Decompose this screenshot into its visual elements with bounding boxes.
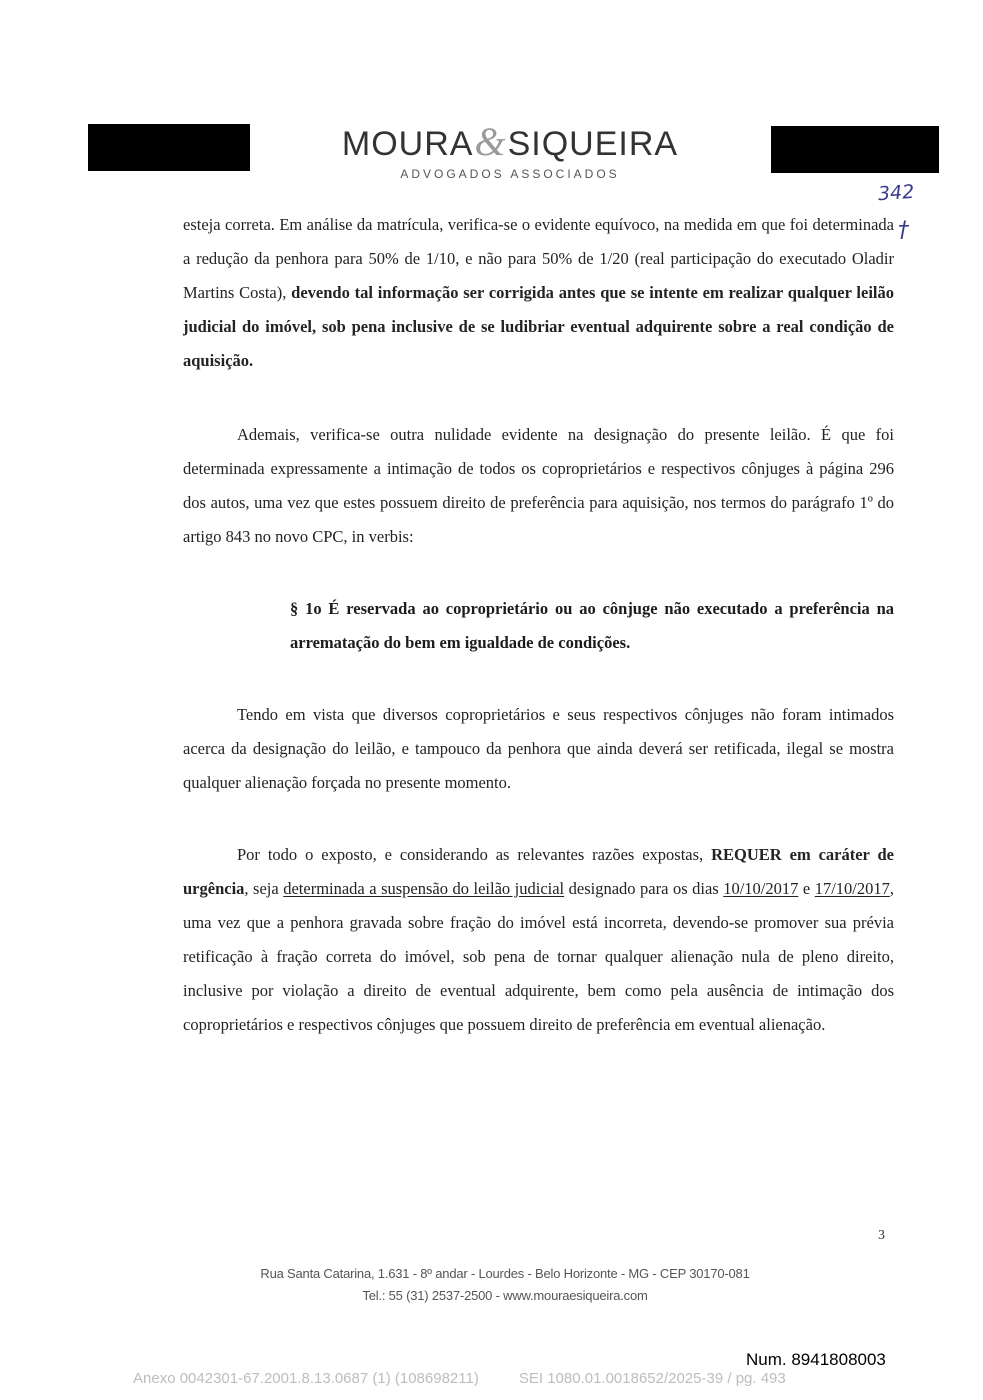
logo-brand-left: MOURA <box>341 125 474 163</box>
paragraph-2-text: Ademais, verifica-se outra nulidade evidente na designação do presente leilão. É que foi determinada expressamente a intimação de todos os coproprietários e respectivos cônjuges à página 296 dos autos, uma vez que estes possuem direito de preferência para aquisição, nos termos do parágrafo 1º do artigo 843 no novo CPC, in verbis: <box>183 425 894 546</box>
annex-left: Anexo 0042301-67.2001.8.13.0687 (1) (108698211) <box>133 1370 479 1387</box>
letterhead-logo <box>320 118 700 181</box>
legal-quote-text: § 1o É reservada ao coproprietário ou ao cônjuge não executado a preferência na arrematação do bem em igualdade de condições. <box>290 599 894 652</box>
redaction-left <box>88 124 250 171</box>
annex-right: SEI 1080.01.0018652/2025-39 / pg. 493 <box>518 1370 786 1387</box>
logo-brand <box>320 118 700 165</box>
document-number: Num. 8941808003 <box>746 1350 886 1369</box>
auction-date-1: 10/10/2017 <box>723 879 799 898</box>
logo-ampersand: & <box>474 119 507 164</box>
footer-address: Rua Santa Catarina, 1.631 - 8º andar - Lourdes - Belo Horizonte - MG - CEP 30170-081 <box>260 1266 750 1281</box>
paragraph-4-part4: e <box>798 879 815 898</box>
redaction-right <box>771 126 939 173</box>
paragraph-3 <box>183 698 894 800</box>
paragraph-4 <box>183 838 894 1042</box>
logo-subtitle: ADVOGADOS ASSOCIADOS <box>400 167 620 181</box>
paragraph-1 <box>183 208 894 378</box>
paragraph-2 <box>183 418 894 554</box>
footer-contact: Tel.: 55 (31) 2537-2500 - www.mouraesiqueira.com <box>362 1288 648 1303</box>
paragraph-1-bold: devendo tal informação ser corrigida antes que se intente em realizar qualquer leilão judicial do imóvel, sob pena inclusive de se ludibriar eventual adquirente sobre a real condição de aquisição. <box>183 283 894 370</box>
paragraph-3-text: Tendo em vista que diversos coproprietários e seus respectivos cônjuges não foram intimados acerca da designação do leilão, e tampouco da penhora que ainda deverá ser retificada, ilegal se mostra qualquer alienação forçada no presente momento. <box>183 705 894 792</box>
auction-date-2: 17/10/2017 <box>814 879 890 898</box>
handwritten-mark: † <box>898 218 909 243</box>
paragraph-4-request: REQUER em caráter de urgência <box>183 845 895 898</box>
legal-quote <box>290 592 894 660</box>
annex-watermark <box>133 1370 826 1387</box>
paragraph-4-part5: , uma vez que a penhora gravada sobre fração do imóvel está incorreta, devendo-se promover sua prévia retificação à fração correta do imóvel, sob pena de tornar qualquer alienação nula de pleno direito, inclusive por violação a direito de eventual adquirente, bem como pela ausência de intimação dos coproprietários e respectivos cônjuges que possuem direito de preferência em eventual alienação. <box>183 879 894 1034</box>
paragraph-4-suspension: determinada a suspensão do leilão judicial <box>283 879 565 898</box>
paragraph-4-part1: Por todo o exposto, e considerando as relevantes razões expostas, <box>237 845 712 864</box>
handwritten-folio: 342 <box>877 180 915 206</box>
logo-brand-right: SIQUEIRA <box>507 125 679 163</box>
page-number: 3 <box>878 1228 885 1243</box>
paragraph-4-part2: , seja <box>244 879 284 898</box>
paragraph-4-part3: designado para os dias <box>564 879 724 898</box>
paragraph-1-text: esteja correta. Em análise da matrícula, verifica-se o evidente equívoco, na medida em que foi determinada a redução da penhora para 50% de 1/10, e não para 50% de 1/20 (real participação do executado Oladir Martins Costa), <box>183 215 894 302</box>
